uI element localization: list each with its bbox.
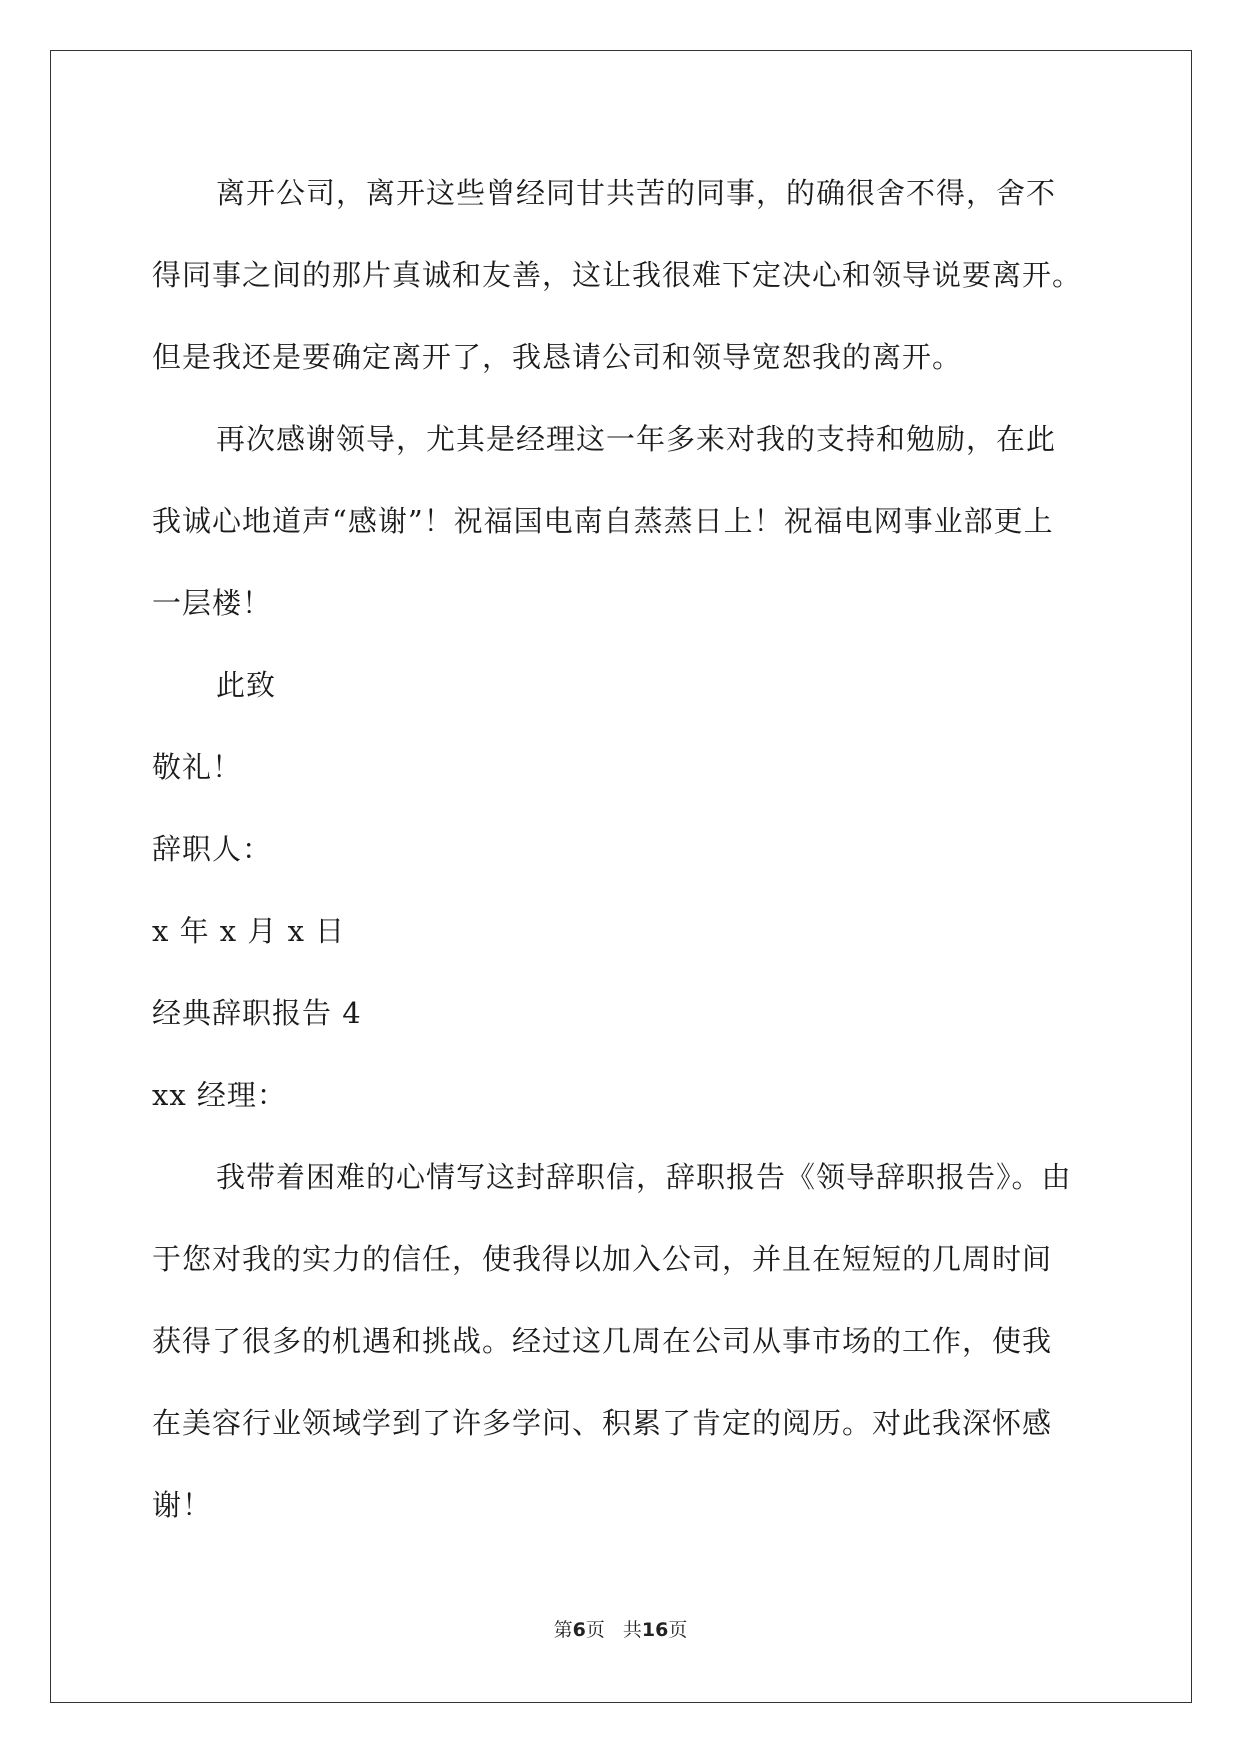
footer-total-suffix: 页	[668, 1619, 688, 1641]
paragraph-line: 一层楼！	[152, 586, 273, 620]
page-footer	[0, 1615, 1241, 1642]
paragraph-line: 但是我还是要确定离开了，我恳请公司和领导宽恕我的离开。	[152, 340, 963, 374]
paragraph-line: 谢！	[152, 1488, 213, 1522]
addressee-line: xx 经理：	[152, 1078, 287, 1112]
salutation-line: 此致	[216, 668, 277, 702]
paragraph-line: 获得了很多的机遇和挑战。经过这几周在公司从事市场的工作，使我	[152, 1324, 1053, 1358]
footer-page-suffix: 页	[585, 1619, 605, 1641]
current-page-number: 6	[572, 1619, 586, 1641]
section-title: 经典辞职报告 4	[152, 996, 362, 1030]
paragraph-line: 离开公司，离开这些曾经同甘共苦的同事，的确很舍不得，舍不	[216, 176, 1057, 210]
footer-total-prefix: 共	[622, 1619, 642, 1641]
paragraph-line: 我带着困难的心情写这封辞职信，辞职报告《领导辞职报告》。由	[216, 1160, 1072, 1194]
paragraph-line: 我诚心地道声“感谢”！祝福国电南自蒸蒸日上！祝福电网事业部更上	[152, 504, 1054, 538]
signer-line: 辞职人：	[152, 832, 273, 866]
paragraph-line: 于您对我的实力的信任，使我得以加入公司，并且在短短的几周时间	[152, 1242, 1053, 1276]
paragraph-line: 再次感谢领导，尤其是经理这一年多来对我的支持和勉励，在此	[216, 422, 1057, 456]
paragraph-line: 在美容行业领域学到了许多学问、积累了肯定的阅历。对此我深怀感	[152, 1406, 1053, 1440]
paragraph-line: 得同事之间的那片真诚和友善，这让我很难下定决心和领导说要离开。	[152, 258, 1083, 292]
date-line: x 年 x 月 x 日	[152, 914, 346, 948]
footer-prefix: 第	[553, 1619, 573, 1641]
total-page-number: 16	[641, 1619, 669, 1641]
closing-line: 敬礼！	[152, 750, 243, 784]
document-body	[152, 158, 1102, 1552]
